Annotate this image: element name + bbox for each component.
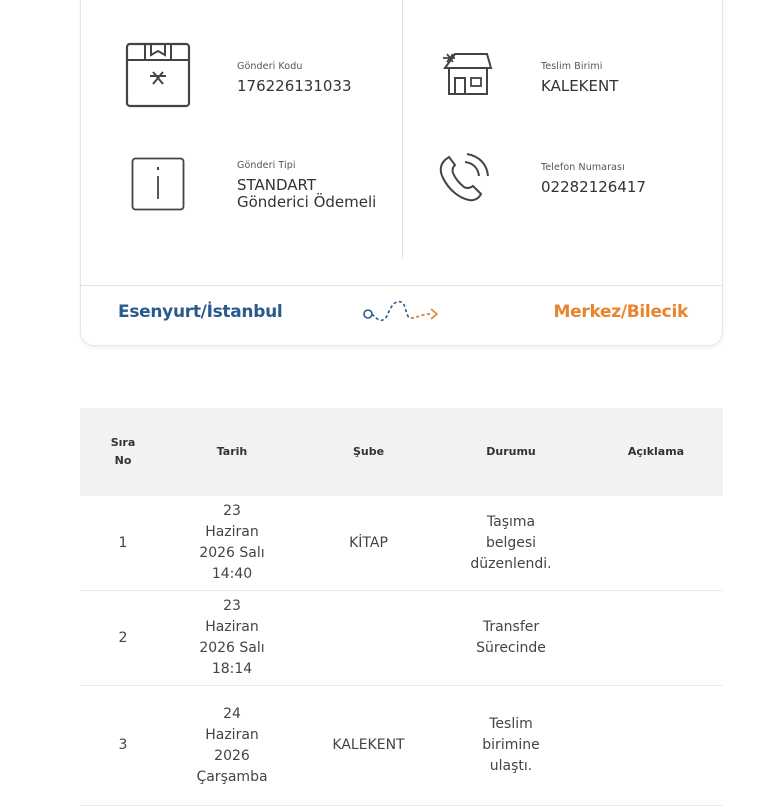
type-value-1: STANDART [237, 176, 317, 194]
code-value: 176226131033 [237, 77, 352, 95]
table-header [80, 408, 723, 496]
row-no: 1 [118, 534, 128, 551]
row-status: Taşıma belgesi düzenlendi. [470, 513, 552, 572]
row-description [595, 591, 717, 685]
route-divider [81, 285, 722, 286]
row-description [595, 686, 717, 805]
phone-value: 02282126417 [541, 178, 646, 196]
header-branch: Şube [352, 445, 385, 458]
delivery-unit-value: KALEKENT [541, 77, 619, 95]
row-date: 23 Haziran 2026 Salı 18:14 [199, 598, 265, 677]
route-origin: Esenyurt/İstanbul [118, 302, 283, 322]
shipment-info-card [80, 0, 723, 346]
header-no: Sıra No [110, 436, 136, 467]
header-date: Tarih [216, 445, 248, 458]
route-path-icon [361, 296, 443, 336]
row-date: 24 Haziran 2026 Çarşamba [196, 705, 268, 785]
phone-icon [435, 150, 491, 210]
row-branch: KİTAP [349, 534, 388, 551]
header-status: Durumu [486, 445, 536, 458]
delivery-unit-label: Teslim Birimi [541, 61, 603, 72]
table-row [80, 496, 723, 591]
code-label: Gönderi Kodu [237, 61, 303, 72]
row-branch [310, 591, 427, 685]
tracking-table [80, 408, 723, 788]
row-no: 2 [118, 629, 128, 646]
table-row [80, 591, 723, 686]
row-date: 23 Haziran 2026 Salı 14:40 [199, 503, 265, 582]
header-description: Açıklama [627, 445, 685, 458]
route-destination: Merkez/Bilecik [553, 302, 688, 322]
type-value-2: Gönderici Ödemeli [237, 193, 377, 211]
table-row [80, 686, 723, 806]
phone-label: Telefon Numarası [541, 162, 625, 173]
row-status: Teslim birimine ulaştı. [482, 716, 540, 774]
row-no: 3 [118, 737, 128, 753]
column-divider [402, 0, 403, 258]
row-status: Transfer Sürecinde [476, 619, 546, 656]
row-description [595, 496, 717, 590]
row-branch: KALEKENT [332, 737, 405, 753]
info-icon [131, 157, 185, 215]
store-building-icon [441, 48, 493, 100]
type-label: Gönderi Tipi [237, 160, 296, 171]
package-box-icon [125, 42, 191, 112]
